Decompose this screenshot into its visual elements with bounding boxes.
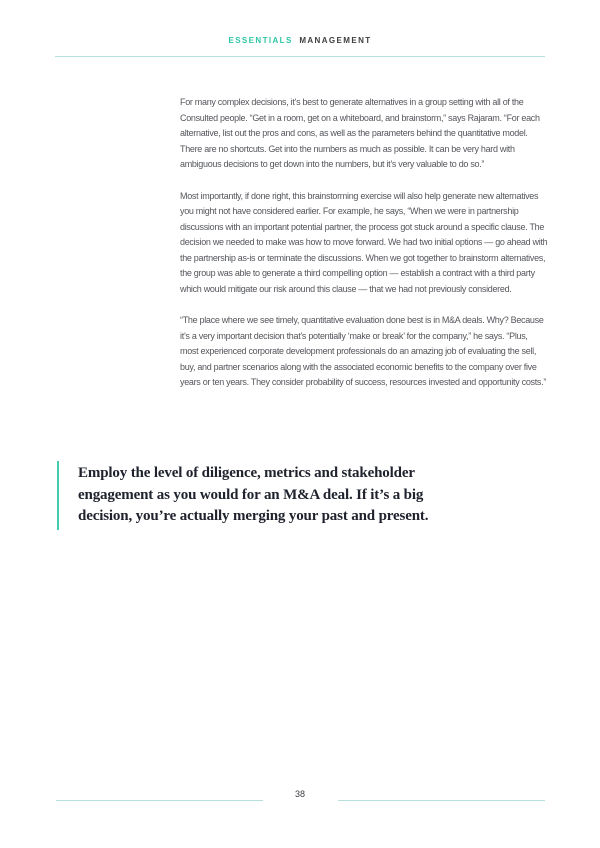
body-copy bbox=[180, 95, 548, 407]
header-brand-label: ESSENTIALS bbox=[228, 36, 293, 45]
body-paragraph-3: “The place where we see timely, quantitative evaluation done best is in M&A deals. Why? Because it’s a very important decision that’s potentially ‘make or break’ for the company,” he says. “Plus, most experienced corporate development professionals do an amazing job of evaluating the sell, buy, and partner scenarios along with the associated economic benefits to the company over five years or ten years. They consider probability of success, resources invested and opportunity costs.” bbox=[180, 315, 547, 387]
header-divider bbox=[55, 56, 545, 57]
pull-quote bbox=[57, 461, 438, 530]
footer-divider-left bbox=[56, 800, 263, 801]
page-header bbox=[0, 36, 600, 45]
header-section-label: MANAGEMENT bbox=[299, 36, 372, 45]
body-paragraph-2: Most importantly, if done right, this brainstorming exercise will also help generate new alternatives you might not have considered earlier. For example, he says, “When we were in partnership discussions with an important potential partner, the process got stuck around a specific clause. The decision we needed to make was how to move forward. We had two initial options — go ahead with the partnership as-is or terminate the discussions. When we got together to brainstorm alternatives, the group was able to generate a third compelling option — establish a contract with a third party which would mitigate our risk around this clause — that we had not previously considered. bbox=[180, 190, 548, 294]
pull-quote-text: Employ the level of diligence, metrics and stakeholder engagement as you would for an M&A deal. If it’s a big decision, you’re actually merging your past and present. bbox=[78, 465, 429, 524]
footer-divider-right bbox=[338, 800, 545, 801]
page-number: 38 bbox=[294, 789, 305, 799]
body-paragraph-1: For many complex decisions, it’s best to generate alternatives in a group setting with all of the Consulted people. “Get in a room, get on a whiteboard, and brainstorm,” says Rajaram. “For each alternative, list out the pros and cons, as well as the parameters behind the quantitative model. There are no shortcuts. Get into the numbers as much as possible. It can be very hard with ambiguous decisions to get down into the numbers, but it’s very valuable to do so.” bbox=[180, 97, 540, 169]
